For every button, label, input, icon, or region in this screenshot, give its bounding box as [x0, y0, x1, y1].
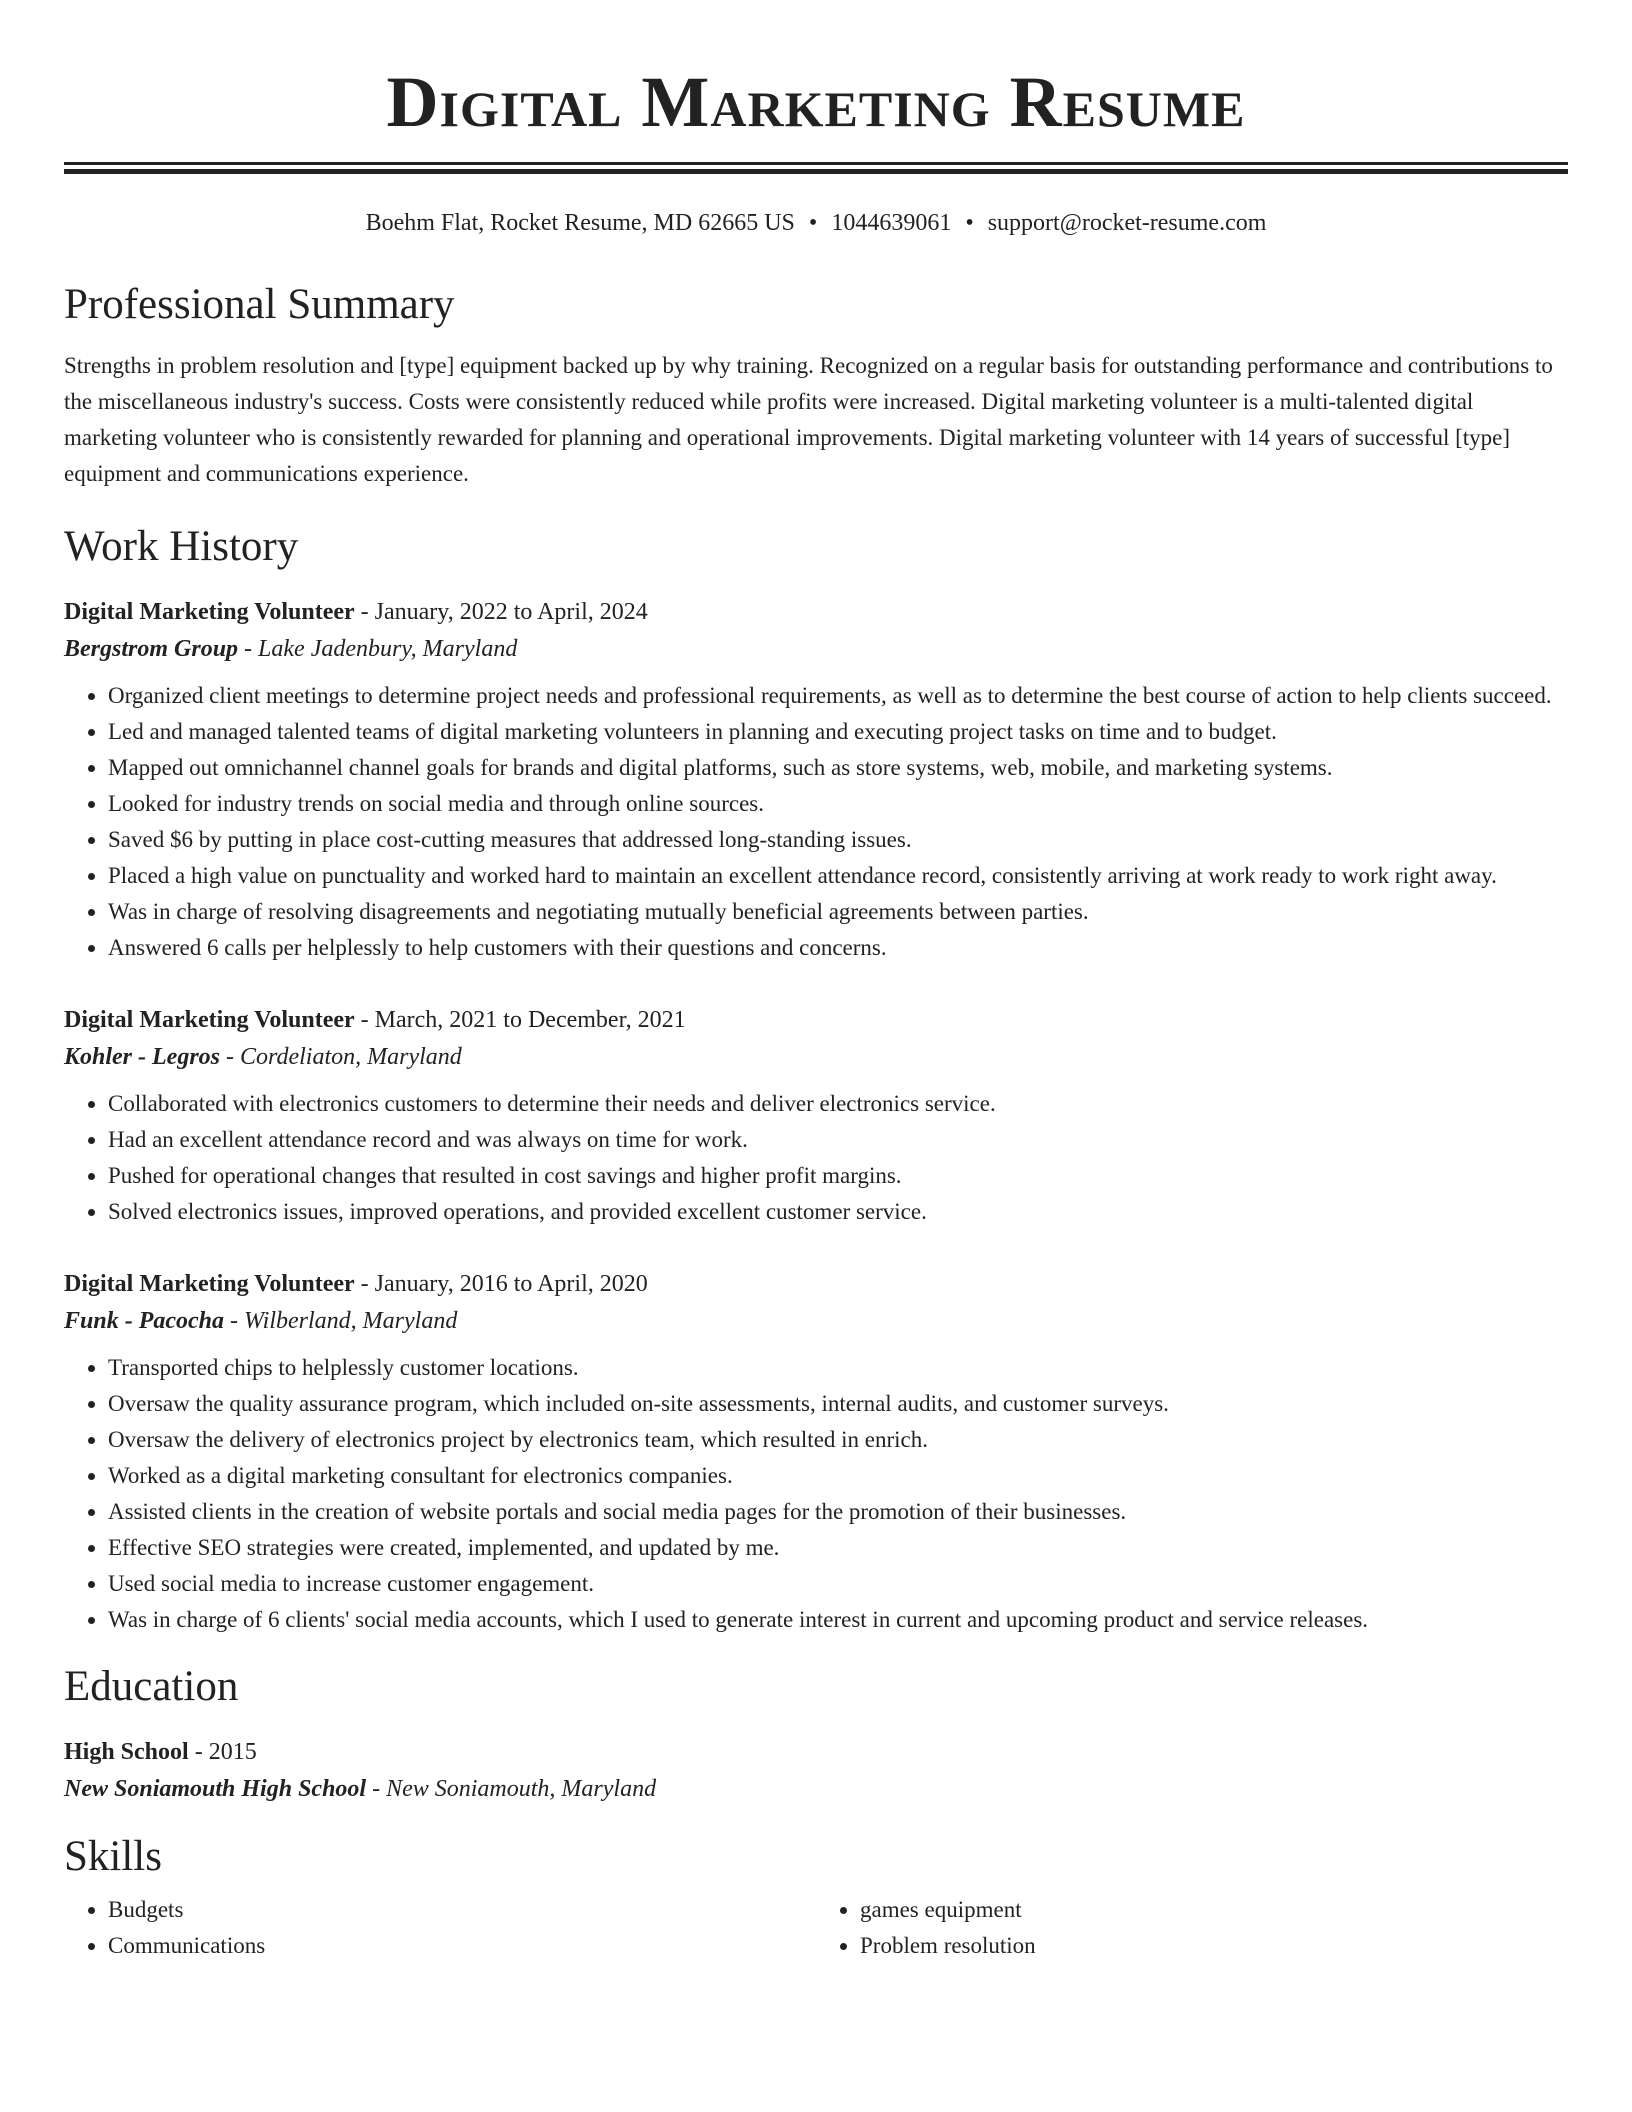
company-name: Bergstrom Group	[64, 636, 239, 662]
contact-address: Boehm Flat, Rocket Resume, MD 62665 US	[365, 210, 795, 236]
skill-item: • Communications	[108, 1928, 816, 1964]
skills-column-left	[64, 1892, 816, 1964]
list-item: • Was in charge of 6 clients' social media accounts, which I used to generate interest in current and upcoming product and service releases.	[108, 1602, 1568, 1638]
degree: High School	[64, 1739, 189, 1765]
list-item: • Solved electronics issues, improved operations, and provided excellent customer service.	[108, 1194, 1568, 1230]
job-entry	[64, 1266, 1568, 1638]
job-bullets	[64, 1086, 1568, 1230]
title-divider	[64, 162, 1568, 174]
list-item: • Assisted clients in the creation of website portals and social media pages for the promotion of their businesses.	[108, 1494, 1568, 1530]
education-heading: Education	[64, 1663, 239, 1710]
job-bullets	[64, 678, 1568, 966]
list-item: • Led and managed talented teams of digital marketing volunteers in planning and executing project tasks on time and to budget.	[108, 714, 1568, 750]
graduation-year: - 2015	[188, 1739, 257, 1765]
resume-title: Digital Marketing Resume	[386, 62, 1246, 142]
list-item: • Answered 6 calls per helplessly to help customers with their questions and concerns.	[108, 930, 1568, 966]
list-item: • Looked for industry trends on social media and through online sources.	[108, 786, 1568, 822]
skills-list	[64, 1892, 1568, 1964]
contact-separator: •	[965, 210, 974, 236]
summary-heading: Professional Summary	[64, 281, 455, 328]
contact-phone: 1044639061	[831, 210, 952, 236]
company-line	[64, 1038, 1568, 1076]
company-location: - Cordeliaton, Maryland	[220, 1044, 462, 1070]
job-title-line	[64, 1266, 1568, 1302]
job-title: Digital Marketing Volunteer	[64, 1271, 355, 1297]
job-bullets	[64, 1350, 1568, 1638]
list-item: • Saved $6 by putting in place cost-cutting measures that addressed long-standing issues.	[108, 822, 1568, 858]
contact-line	[64, 208, 1568, 238]
list-item: • Worked as a digital marketing consultant for electronics companies.	[108, 1458, 1568, 1494]
company-location: - Wilberland, Maryland	[224, 1308, 458, 1334]
job-title: Digital Marketing Volunteer	[64, 599, 355, 625]
list-item: • Pushed for operational changes that resulted in cost savings and higher profit margins.	[108, 1158, 1568, 1194]
list-item: • Mapped out omnichannel channel goals for brands and digital platforms, such as store systems, web, mobile, and marketing systems.	[108, 750, 1568, 786]
education-entry	[64, 1734, 1568, 1808]
summary-text: Strengths in problem resolution and [type] equipment backed up by why training. Recognized on a regular basis for outstanding performance and contributions to the miscellaneous industry's success. Costs were consistently reduced while profits were increased. Digital marketing volunteer is a multi-talented digital marketing volunteer who is consistently rewarded for planning and operational improvements. Digital marketing volunteer with 14 years of successful [type] equipment and communications experience.	[64, 353, 1553, 486]
contact-separator: •	[808, 210, 818, 236]
list-item: • Had an excellent attendance record and was always on time for work.	[108, 1122, 1568, 1158]
company-name: Funk - Pacocha	[64, 1308, 225, 1334]
skill-item: • Problem resolution	[860, 1928, 1568, 1964]
list-item: • Oversaw the quality assurance program, which included on-site assessments, internal audits, and customer surveys.	[108, 1386, 1568, 1422]
skill-item: • Budgets	[108, 1892, 816, 1928]
skills-heading: Skills	[64, 1833, 162, 1880]
job-title-line	[64, 594, 1568, 630]
list-item: • Was in charge of resolving disagreements and negotiating mutually beneficial agreements between parties.	[108, 894, 1568, 930]
company-line	[64, 1302, 1568, 1340]
skills-column-right	[816, 1892, 1568, 1964]
list-item: • Used social media to increase customer engagement.	[108, 1566, 1568, 1602]
company-name: Kohler - Legros	[64, 1044, 220, 1070]
list-item: • Transported chips to helplessly customer locations.	[108, 1350, 1568, 1386]
job-entry	[64, 1002, 1568, 1230]
school-line	[64, 1770, 1568, 1808]
list-item: • Collaborated with electronics customers to determine their needs and deliver electronics service.	[108, 1086, 1568, 1122]
degree-line	[64, 1734, 1568, 1770]
school-location: - New Soniamouth, Maryland	[366, 1776, 657, 1802]
job-dates: - January, 2016 to April, 2020	[354, 1271, 648, 1297]
list-item: • Effective SEO strategies were created, implemented, and updated by me.	[108, 1530, 1568, 1566]
job-dates: - March, 2021 to December, 2021	[354, 1007, 686, 1033]
skill-item: • games equipment	[860, 1892, 1568, 1928]
list-item: • Oversaw the delivery of electronics project by electronics team, which resulted in enrich.	[108, 1422, 1568, 1458]
job-entry	[64, 594, 1568, 966]
contact-email: support@rocket-resume.com	[987, 210, 1267, 236]
list-item: • Organized client meetings to determine project needs and professional requirements, as well as to determine the best course of action to help clients succeed.	[108, 678, 1568, 714]
job-title-line	[64, 1002, 1568, 1038]
work-history-heading: Work History	[64, 523, 299, 570]
list-item: • Placed a high value on punctuality and worked hard to maintain an excellent attendance record, consistently arriving at work ready to work right away.	[108, 858, 1568, 894]
company-line	[64, 630, 1568, 668]
job-dates: - January, 2022 to April, 2024	[354, 599, 648, 625]
resume-page	[64, 0, 1568, 1964]
company-location: - Lake Jadenbury, Maryland	[238, 636, 518, 662]
job-title: Digital Marketing Volunteer	[64, 1007, 355, 1033]
school-name: New Soniamouth High School	[64, 1776, 367, 1802]
